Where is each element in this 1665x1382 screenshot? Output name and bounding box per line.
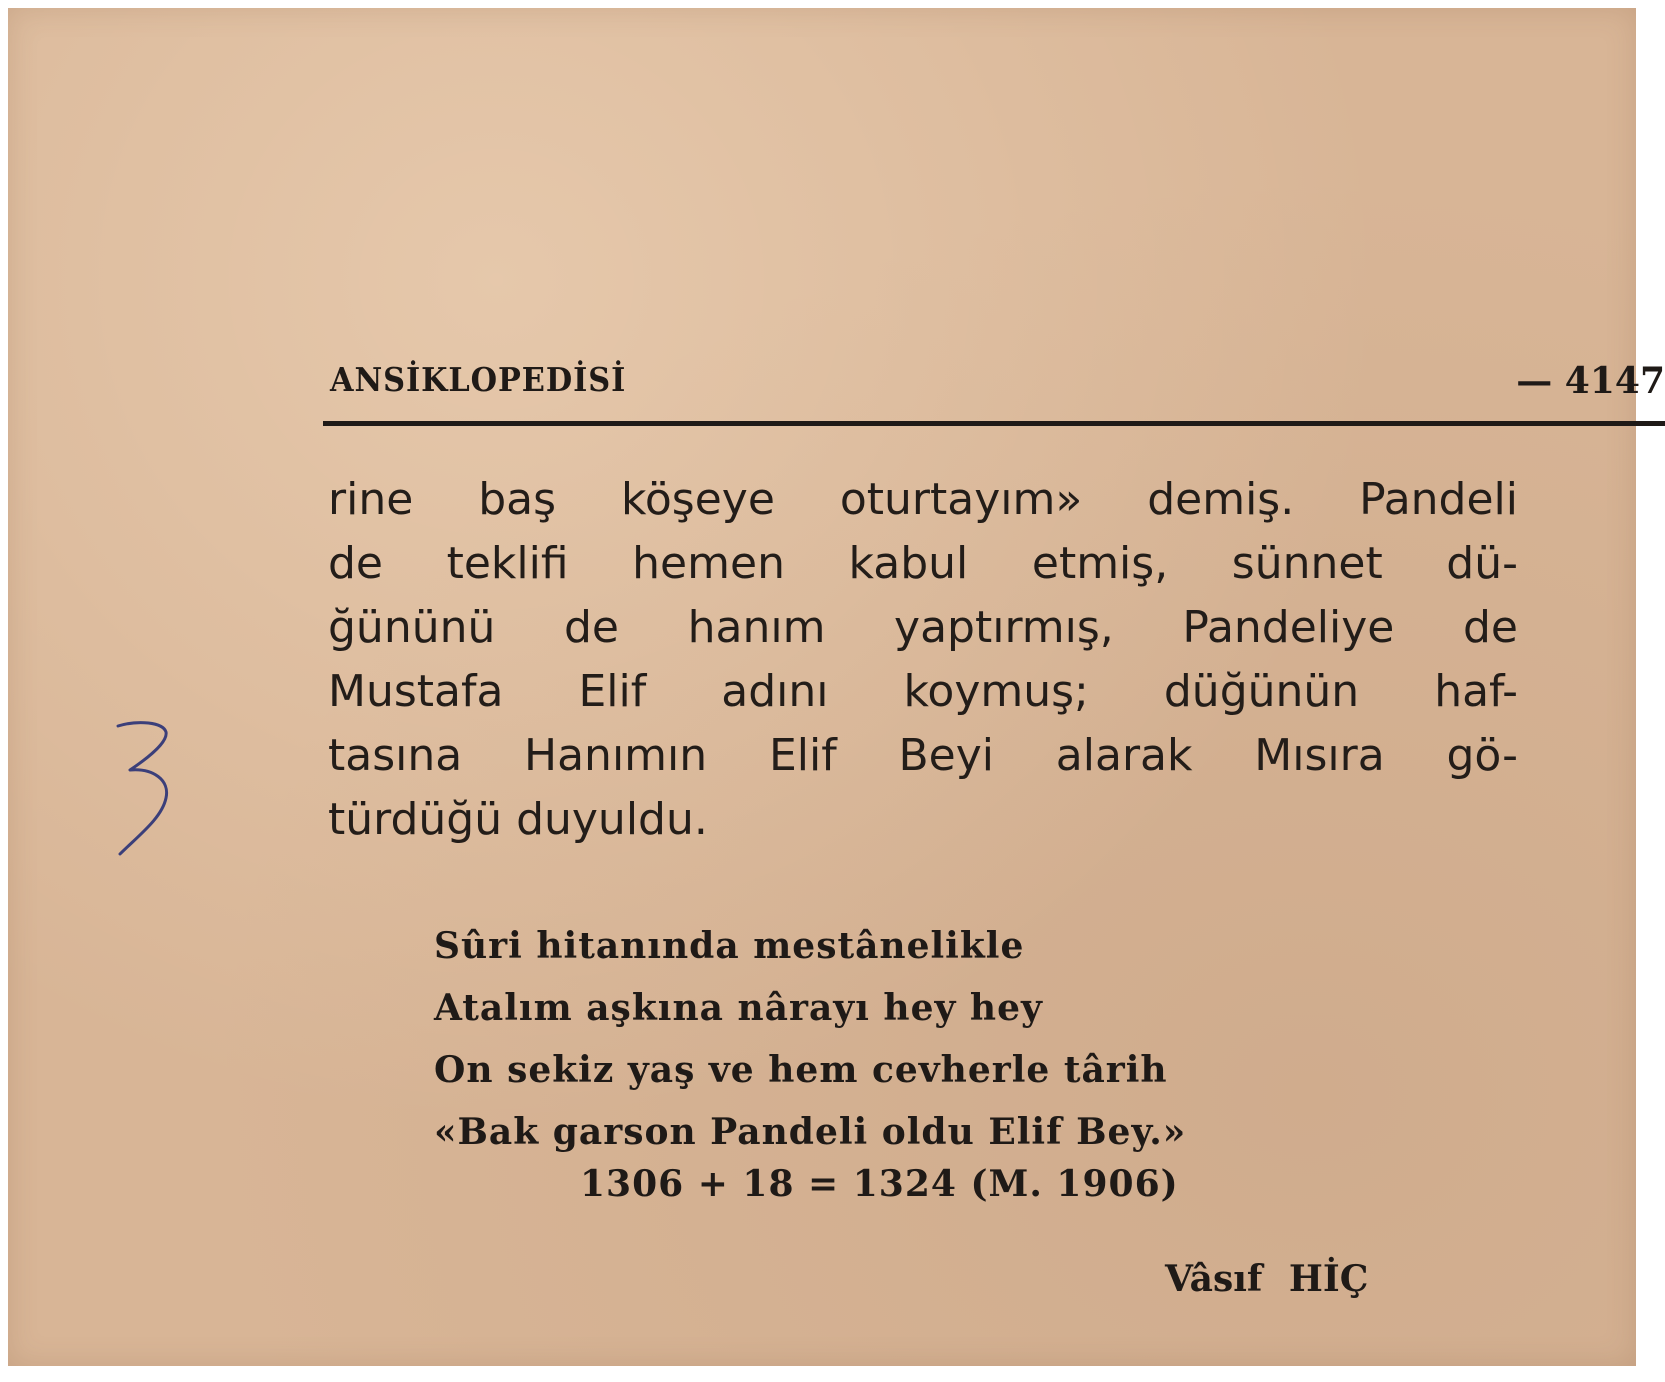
body-line: rine baş köşeye oturtayım» demiş. Pandeli (328, 474, 1518, 525)
article-body (328, 468, 1518, 852)
page-number: — 4147 (1516, 360, 1665, 402)
section-title: ANSİKLOPEDİSİ (330, 360, 627, 399)
author-signature: Vâsıf HİÇ (1165, 1258, 1369, 1300)
body-line: Mustafa Elif adını koymuş; düğünün haf- (328, 666, 1518, 717)
body-line: de teklifi hemen kabul etmiş, sünnet dü- (328, 538, 1518, 589)
page-header (330, 360, 1665, 405)
poem-line: On sekiz yaş ve hem cevherle târih (434, 1049, 1168, 1091)
body-line: ğününü de hanım yaptırmış, Pandeliye de (328, 602, 1518, 653)
header-rule (323, 421, 1665, 426)
poem-line: «Bak garson Pandeli oldu Elif Bey.» (434, 1111, 1187, 1153)
handwritten-number-3-mark (108, 718, 178, 858)
body-line: tasına Hanımın Elif Beyi alarak Mısıra gö- (328, 730, 1518, 781)
poem-line: Sûri hitanında mestânelikle (434, 925, 1025, 967)
poem-line: Atalım aşkına nârayı hey hey (434, 987, 1043, 1029)
body-line: türdüğü duyuldu. (328, 794, 708, 845)
date-equation: 1306 + 18 = 1324 (M. 1906) (580, 1163, 1179, 1205)
poem-stanza (434, 915, 1186, 1163)
